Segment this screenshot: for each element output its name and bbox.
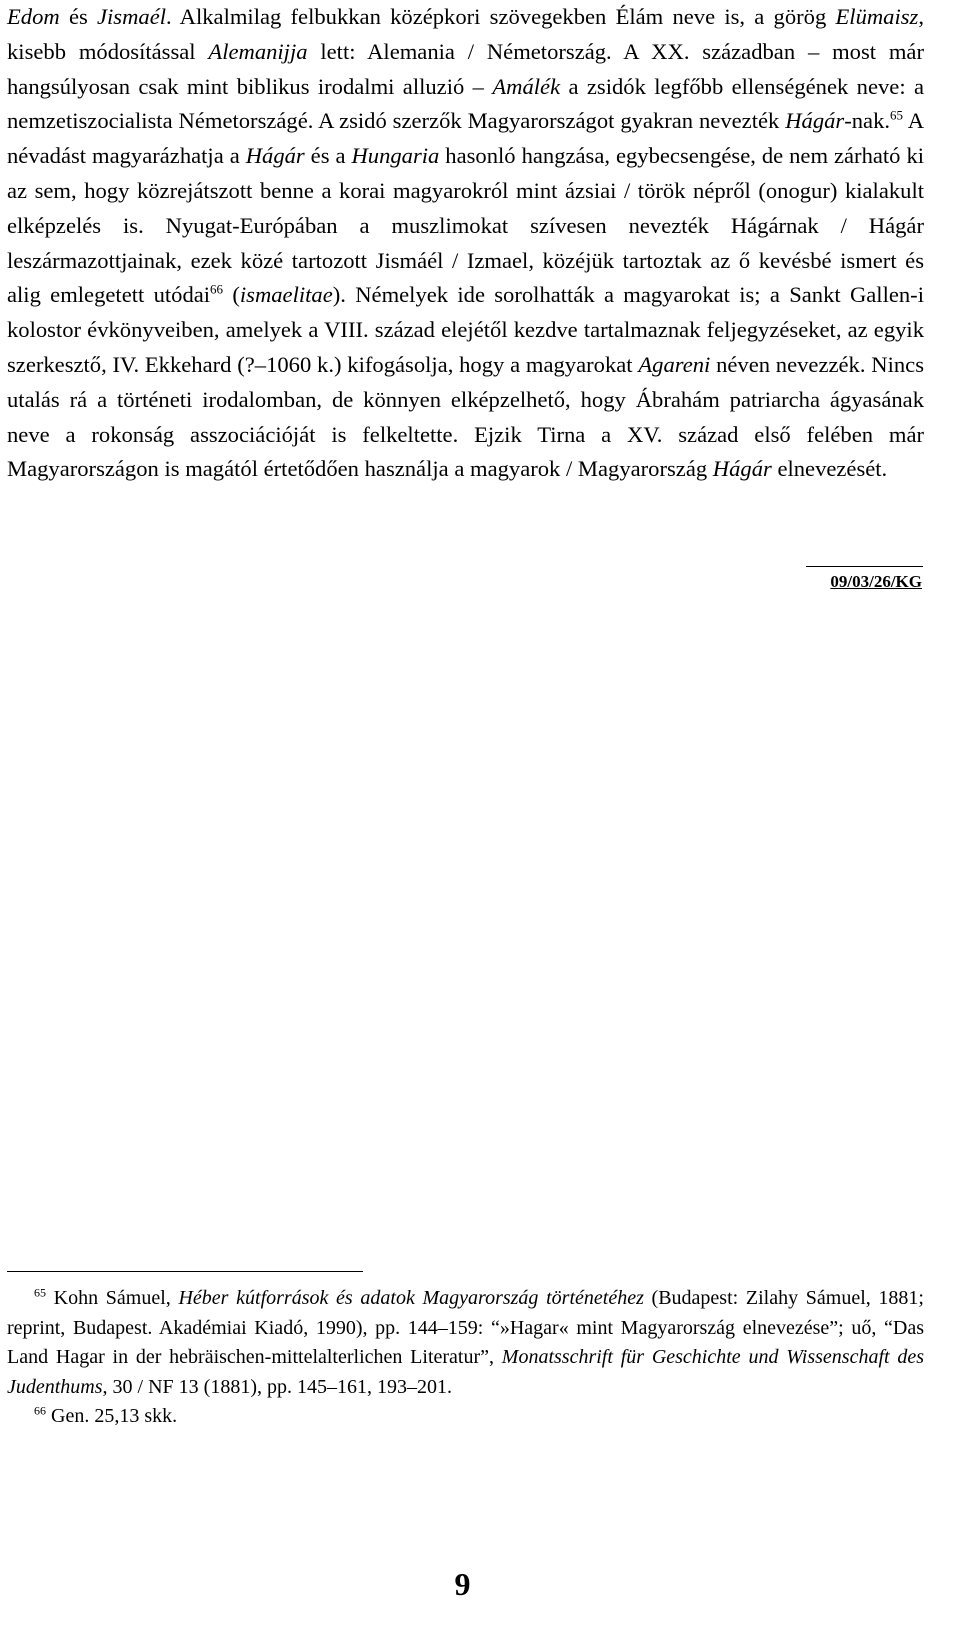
text-run: Gen. 25,13 skk.: [46, 1405, 178, 1428]
text-run: (Budapest: Zilahy Sámuel, 1881; reprint, Budapest. Akadémiai Kiadó, 1990), pp. 144–159: “»Hagar« mint Magyarország elnevezése”; uő, “Das Land Hagar in der hebräischen-mittelalterlichen Literatur”,: [7, 1287, 924, 1369]
italic-term: Edom: [7, 4, 60, 29]
text-run: , kisebb módosítással: [7, 4, 924, 64]
text-run: a zsidók legfőbb ellenségének neve: a nemzetiszocialista Németországé. A zsidó szerzők Magyarországot gyakran nevezték: [7, 73, 925, 134]
footnote-marker: 66: [34, 1403, 46, 1418]
italic-term: Hungaria: [351, 143, 440, 169]
italic-term: Jismaél: [97, 4, 167, 29]
footnote-marker: 65: [34, 1285, 46, 1300]
text-run: , 30 / NF 13 (1881), pp. 145–161, 193–201.: [102, 1375, 452, 1398]
footnote-66: [7, 1402, 924, 1432]
italic-term: Hágár: [785, 108, 845, 134]
page-number: 9: [454, 1566, 471, 1602]
italic-term: Alemanijja: [208, 38, 308, 64]
signature-rule: [806, 566, 923, 567]
text-run: lett: Alemania / Németország. A XX. században – most már hangsúlyosan csak mint biblikus irodalmi alluzió –: [7, 38, 924, 99]
text-run: hasonló hangzása, egybecsengése, de nem zárható ki az sem, hogy közrejátszott benne a korai magyarokról mint ázsiai / török népről (onogur) kialakult elképzelés is. Nyugat-Európában a muszlimokat szívesen nevezték Hágárnak / Hágár leszármazottjainak, ezek közé tartozott Jismáél / Izmael, közéjük tartoztak az ő kevésbé ismert és alig emlegetett utódai: [7, 143, 925, 308]
italic-term: Hágár: [245, 143, 305, 169]
text-run: (: [223, 282, 240, 308]
text-run: Kohn Sámuel,: [46, 1287, 179, 1309]
footnote-65: [7, 1284, 924, 1402]
italic-title: Héber kútforrások és adatok Magyarország történetéhez: [178, 1287, 644, 1309]
main-paragraph: [7, 0, 924, 487]
text-run: és a: [304, 143, 352, 169]
text-run: elnevezését.: [771, 456, 888, 482]
text-run: és: [59, 4, 97, 29]
signature-code: 09/03/26/KG: [830, 572, 922, 591]
text-run: ). Némelyek ide sorolhatták a magyarokat is; a Sankt Gallen-i kolostor évkönyveiben, amelyek a VIII. század elejétől kezdve tartalmaznak feljegyzéseket, az egyik szerkesztő, IV. Ekkehard (?–1060 k.) kifogásolja, hogy a magyarokat: [7, 282, 924, 377]
italic-term: Amálék: [492, 73, 561, 99]
footnote-ref-66[interactable]: 66: [210, 281, 224, 297]
text-run: A névadást magyarázhatja a: [7, 108, 925, 169]
footnote-ref-65[interactable]: 65: [890, 107, 904, 123]
footnote-separator: [7, 1271, 363, 1272]
text-run: néven nevezzék. Nincs utalás rá a történeti irodalomban, de könnyen elképzelhető, hogy Ábrahám patriarcha ágyasának neve a rokonság asszociációját is felkeltette. Ejzik Tirna a XV. század első felében már Magyarországon is magától értetődően használja a magyarok / Magyarország: [7, 351, 924, 482]
text-run: -nak.: [844, 108, 891, 134]
text-run: . Alkalmilag felbukkan középkori szövegekben Élám neve is, a görög: [166, 4, 836, 29]
italic-term: Hágár: [712, 456, 772, 482]
italic-term: ismaelitae: [239, 282, 333, 308]
italic-term: Agareni: [638, 351, 711, 377]
italic-title: Monatsschrift für Geschichte und Wissenschaft des Judenthums: [7, 1346, 924, 1398]
footnotes: [7, 1284, 924, 1432]
italic-term: Elümaisz: [835, 4, 919, 29]
